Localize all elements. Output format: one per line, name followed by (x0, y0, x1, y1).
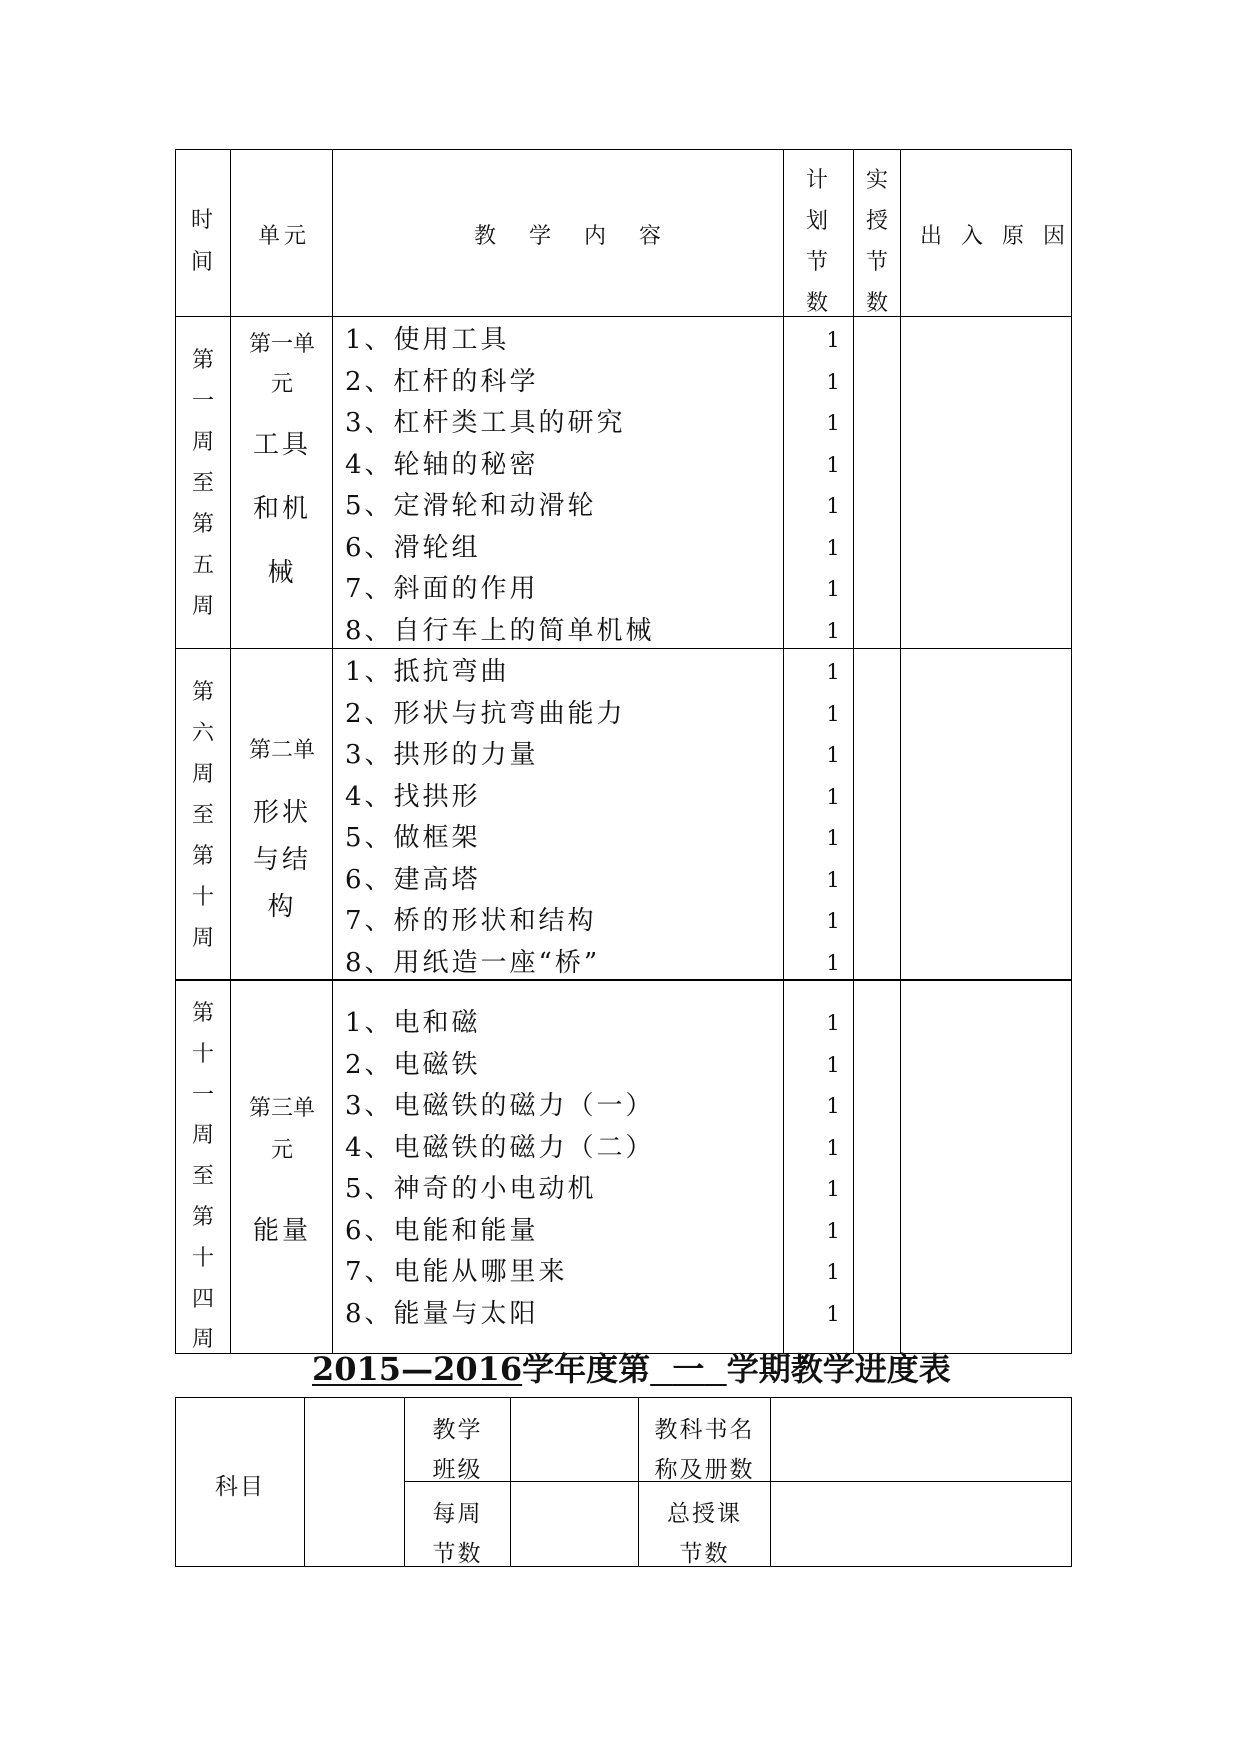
planned-count: 1 (826, 328, 840, 352)
lesson-item: 8、用纸造一座“桥” (345, 947, 601, 978)
planned-count: 1 (826, 743, 840, 767)
planned-count: 1 (826, 1011, 840, 1035)
lesson-item: 1、抵抗弯曲 (345, 657, 510, 687)
planned-count: 1 (826, 909, 840, 933)
week-range-char: 第 (191, 1205, 214, 1230)
week-range-char: 五 (191, 553, 214, 578)
planned-count: 1 (826, 950, 840, 975)
week-range-char: 十 (191, 885, 214, 910)
title-term: 一 (672, 1350, 705, 1388)
planned-count: 1 (826, 452, 840, 477)
lesson-item: 4、电磁铁的磁力（二） (345, 1132, 655, 1163)
week-range-char: 第 (191, 512, 214, 537)
planned-count: 1 (826, 1177, 840, 1201)
planned-count: 1 (826, 826, 840, 850)
unit-label: 元 (270, 372, 293, 397)
lesson-item: 7、电能从哪里来 (345, 1257, 568, 1287)
week-range-char: 周 (191, 926, 214, 951)
planned-count: 1 (826, 494, 840, 518)
lesson-item: 5、做框架 (345, 823, 481, 853)
info-total-value[interactable] (771, 1482, 1071, 1566)
lesson-item: 8、能量与太阳 (345, 1298, 539, 1329)
week-range-char: 第 (191, 1001, 214, 1026)
info-subject-label: 科目 (215, 1474, 265, 1500)
unit-name: 能量 (252, 1216, 311, 1246)
lesson-item: 1、使用工具 (345, 325, 510, 355)
week-range-char: 一 (191, 1082, 214, 1108)
lesson-item: 6、滑轮组 (345, 532, 481, 563)
lesson-item: 2、电磁铁 (345, 1049, 481, 1080)
unit-name: 与结 (252, 845, 311, 875)
unit-label: 元 (270, 1138, 293, 1163)
planned-count: 1 (826, 618, 840, 643)
lesson-item: 4、轮轴的秘密 (345, 449, 539, 480)
planned-count: 1 (826, 701, 840, 726)
lesson-item: 3、拱形的力量 (345, 740, 539, 770)
week-range-char: 周 (191, 1327, 214, 1353)
planned-count: 1 (826, 1301, 840, 1326)
planned-count: 1 (826, 660, 840, 684)
title-suffix: 学期教学进度表 (726, 1350, 951, 1388)
planned-count: 1 (826, 1135, 840, 1160)
unit-label: 第二单 (248, 738, 315, 763)
lesson-item: 2、杠杆的科学 (345, 366, 539, 397)
planned-count: 1 (826, 369, 840, 394)
header-time: 时 间 (190, 208, 213, 275)
week-range-char: 十 (191, 1041, 214, 1067)
info-weekly-value[interactable] (511, 1482, 638, 1566)
title-middle: 学年度第 (522, 1350, 651, 1388)
week-range-char: 周 (191, 430, 214, 455)
header-planned: 计 划 节 数 (805, 168, 828, 316)
info-textbook-value[interactable] (771, 1398, 1071, 1481)
week-range-char: 第 (191, 348, 214, 373)
info-subject-value[interactable] (305, 1398, 404, 1566)
lesson-item: 5、神奇的小电动机 (345, 1174, 597, 1204)
header-unit: 单元 (258, 224, 311, 249)
info-weekly-label: 每周 节数 (432, 1501, 483, 1567)
week-range-char: 周 (191, 594, 214, 619)
unit-label: 第一单 (248, 332, 315, 357)
lesson-item: 4、找拱形 (345, 781, 481, 812)
info-class-value[interactable] (511, 1398, 638, 1481)
header-reason: 出 入 原 因 (920, 224, 1065, 249)
week-range-char: 周 (191, 1123, 214, 1149)
page-title (312, 1350, 951, 1388)
lesson-item: 3、杠杆类工具的研究 (345, 408, 626, 438)
info-textbook-label: 教科书名 称及册数 (654, 1417, 755, 1483)
header-actual: 实 授 节 数 (865, 168, 888, 316)
info-total-label: 总授课 节数 (667, 1501, 742, 1567)
week-range-char: 第 (191, 680, 214, 705)
planned-count: 1 (826, 535, 840, 560)
header-content: 教 学 内 容 (474, 224, 665, 249)
planned-count: 1 (826, 1052, 840, 1077)
week-range-char: 第 (191, 844, 214, 869)
lesson-item: 6、电能和能量 (345, 1215, 539, 1246)
planned-count: 1 (826, 784, 840, 809)
lesson-item: 5、定滑轮和动滑轮 (345, 491, 597, 521)
lesson-item: 3、电磁铁的磁力（一） (345, 1091, 655, 1121)
week-range-char: 周 (191, 762, 214, 787)
week-range-char: 四 (191, 1286, 214, 1312)
lesson-item: 2、形状与抗弯曲能力 (345, 698, 626, 729)
lesson-item: 7、桥的形状和结构 (345, 906, 597, 936)
planned-count: 1 (826, 1260, 840, 1284)
lesson-item: 1、电和磁 (345, 1008, 481, 1038)
planned-count: 1 (826, 577, 840, 601)
week-range-char: 一 (191, 389, 214, 414)
unit-name: 构 (267, 892, 297, 922)
info-class-label: 教学 班级 (432, 1417, 483, 1483)
lesson-item: 7、斜面的作用 (345, 574, 539, 604)
week-range-char: 十 (191, 1245, 214, 1271)
week-range-char: 六 (191, 721, 214, 746)
week-range-char: 至 (191, 1164, 214, 1190)
planned-count: 1 (826, 1094, 840, 1118)
week-range-char: 至 (191, 803, 214, 828)
unit-label: 第三单 (248, 1096, 315, 1121)
planned-count: 1 (826, 867, 840, 892)
unit-name: 工具 (252, 430, 311, 460)
unit-name: 形状 (252, 798, 311, 828)
planned-count: 1 (826, 411, 840, 435)
lesson-item: 6、建高塔 (345, 864, 481, 895)
unit-name: 械 (267, 558, 297, 588)
planned-count: 1 (826, 1218, 840, 1243)
lesson-item: 8、自行车上的简单机械 (345, 615, 655, 646)
week-range-char: 至 (191, 471, 214, 496)
unit-name: 和机 (252, 494, 311, 524)
title-years: 2015—2016 (312, 1350, 523, 1388)
